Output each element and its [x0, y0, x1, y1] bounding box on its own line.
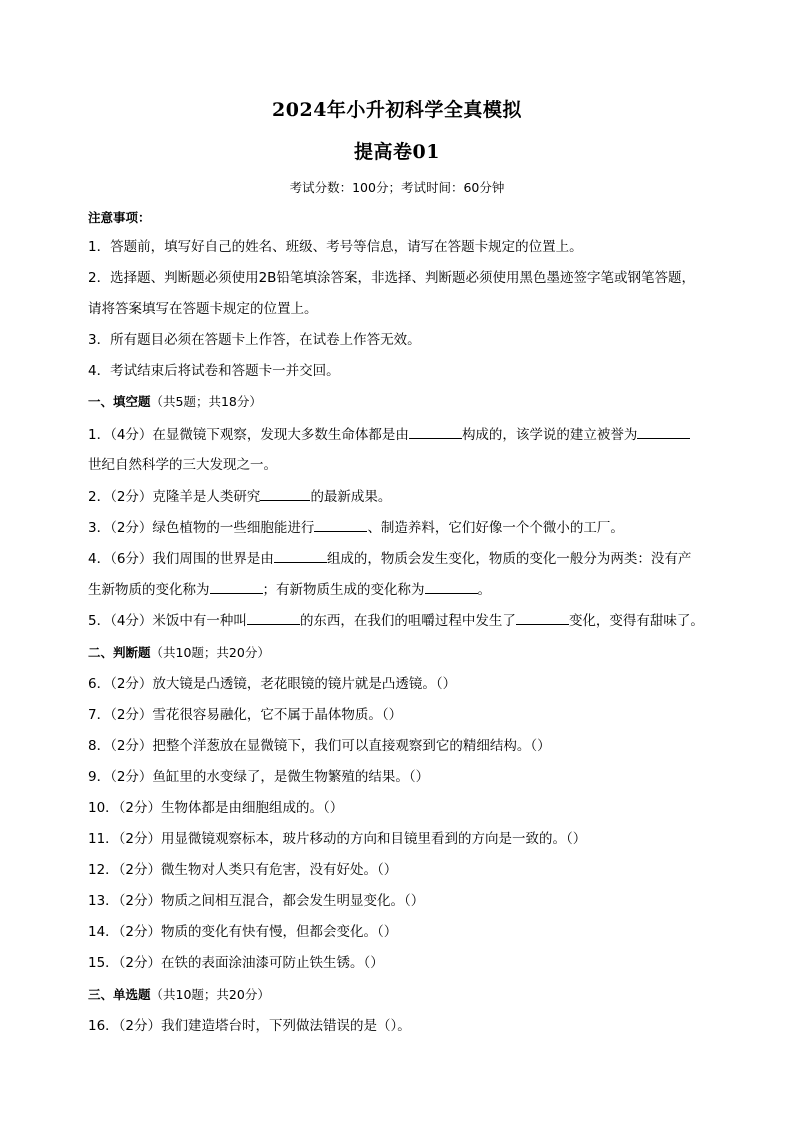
question-text: 生新物质的变化称为 — [88, 582, 210, 598]
question-item: 14．（2分）物质的变化有快有慢，但都会变化。（） — [88, 924, 398, 940]
notes-heading: 注意事项： — [88, 210, 151, 225]
exam-subtitle: 提高卷01 — [354, 141, 440, 163]
answer-blank[interactable] — [409, 426, 462, 439]
section-title: 一、填空题 — [88, 394, 151, 409]
answer-blank[interactable] — [425, 581, 478, 594]
answer-blank[interactable] — [637, 426, 690, 439]
question-text: 3．（2分）绿色植物的一些细胞能进行 — [88, 520, 315, 536]
exam-info: 考试分数：100分；考试时间：60分钟 — [289, 180, 505, 195]
question-text: 的最新成果。 — [310, 489, 392, 505]
question-item: 12．（2分）微生物对人类只有危害，没有好处。（） — [88, 862, 398, 878]
question-4-cont — [88, 581, 718, 599]
question-text: 1．（4分）在显微镜下观察，发现大多数生命体都是由 — [88, 427, 409, 443]
question-item: 10．（2分）生物体都是由细胞组成的。（） — [88, 800, 344, 816]
question-text: 4．（6分）我们周围的世界是由 — [88, 551, 274, 567]
answer-blank[interactable] — [260, 488, 310, 501]
note-item: 3．所有题目必须在答题卡上作答，在试卷上作答无效。 — [88, 332, 421, 348]
answer-blank[interactable] — [274, 550, 327, 563]
question-3 — [88, 519, 718, 537]
question-item: 8．（2分）把整个洋葱放在显微镜下，我们可以直接观察到它的精细结构。（） — [88, 738, 551, 754]
question-text: 构成的，该学说的建立被誉为 — [461, 427, 638, 443]
question-item: 6．（2分）放大镜是凸透镜，老花眼镜的镜片就是凸透镜。（） — [88, 676, 457, 692]
note-item: 1．答题前，填写好自己的姓名、班级、考号等信息，请写在答题卡规定的位置上。 — [88, 239, 583, 255]
exam-title: 2024年小升初科学全真模拟 — [272, 99, 522, 121]
question-item: 11．（2分）用显微镜观察标本，玻片移动的方向和目镜里看到的方向是一致的。（） — [88, 831, 587, 847]
question-text: 变化，变得有甜味了。 — [568, 613, 704, 629]
question-item: 9．（2分）鱼缸里的水变绿了，是微生物繁殖的结果。（） — [88, 769, 430, 785]
answer-blank[interactable] — [210, 581, 263, 594]
question-5 — [88, 612, 718, 630]
question-text: 的东西，在我们的咀嚼过程中发生了 — [299, 613, 516, 629]
question-item: 13．（2分）物质之间相互混合，都会发生明显变化。（） — [88, 893, 425, 909]
section-heading — [88, 986, 718, 1004]
question-1-cont: 世纪自然科学的三大发现之一。 — [88, 457, 277, 473]
note-item: 请将答案填写在答题卡规定的位置上。 — [88, 301, 318, 317]
note-item: 2．选择题、判断题必须使用2B铅笔填涂答案，非选择、判断题必须使用黑色墨迹签字笔或钢笔答题， — [88, 270, 695, 286]
question-text: 。 — [477, 582, 491, 598]
note-item: 4．考试结束后将试卷和答题卡一并交回。 — [88, 363, 340, 379]
question-text: 5．（4分）米饭中有一种叫 — [88, 613, 247, 629]
question-text: ；有新物质生成的变化称为 — [262, 582, 425, 598]
question-text: 2．（2分）克隆羊是人类研究 — [88, 489, 261, 505]
question-2 — [88, 488, 718, 506]
question-text: 、制造养料，它们好像一个个微小的工厂。 — [367, 520, 624, 536]
answer-blank[interactable] — [516, 612, 569, 625]
answer-blank[interactable] — [247, 612, 300, 625]
question-text: 组成的，物质会发生变化，物质的变化一般分为两类：没有产 — [326, 551, 692, 567]
section-heading — [88, 644, 718, 662]
section-meta: （共5题；共18分） — [150, 394, 262, 409]
section-meta: （共10题；共20分） — [150, 645, 270, 660]
section-title: 二、判断题 — [88, 645, 151, 660]
answer-blank[interactable] — [314, 519, 367, 532]
question-1 — [88, 426, 718, 444]
question-item: 7．（2分）雪花很容易融化，它不属于晶体物质。（） — [88, 707, 403, 723]
section-meta: （共10题；共20分） — [150, 987, 270, 1002]
question-4 — [88, 550, 718, 568]
question-item: 15．（2分）在铁的表面涂油漆可防止铁生锈。（） — [88, 955, 384, 971]
section-title: 三、单选题 — [88, 987, 151, 1002]
section-heading — [88, 393, 718, 411]
question-item: 16．（2分）我们建造塔台时，下列做法错误的是（）。 — [88, 1018, 411, 1034]
